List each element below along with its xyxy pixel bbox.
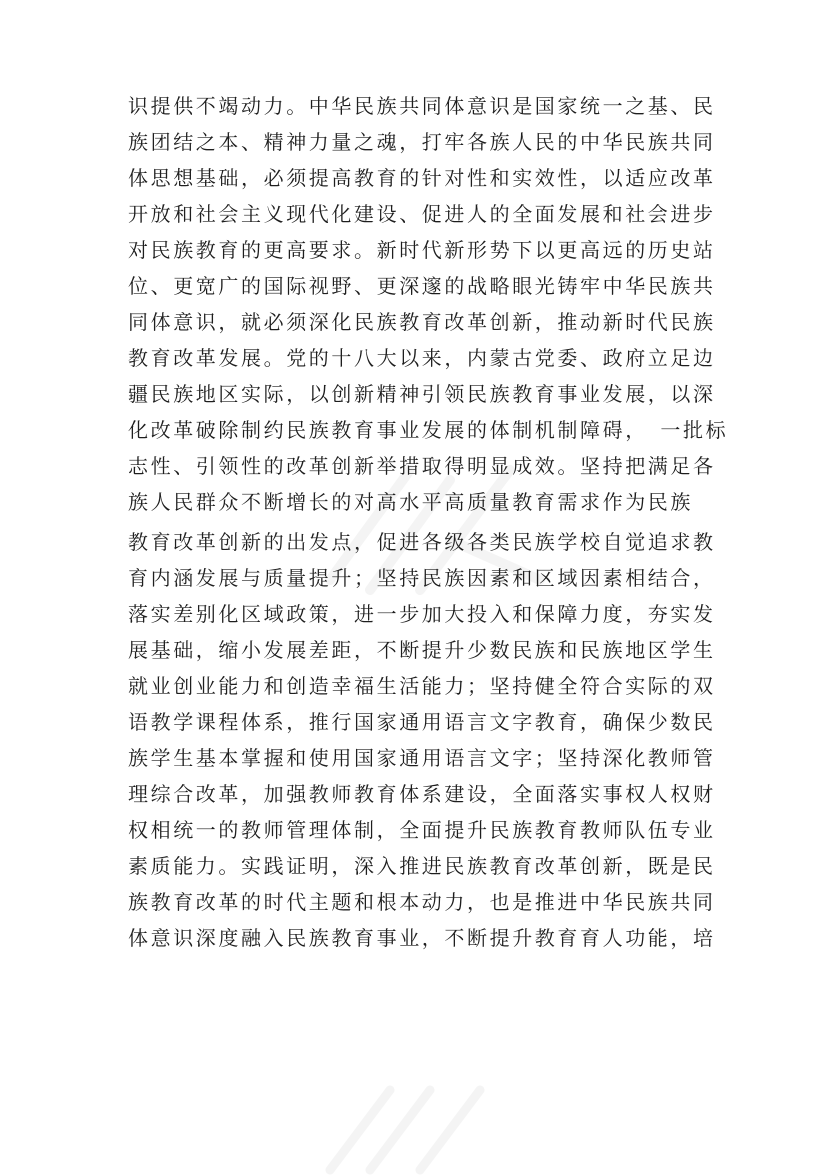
text-line: 族人民群众不断增长的对高水平高质量教育需求作为民族 bbox=[128, 490, 693, 514]
text-line: 教育改革创新的出发点，促进各级各类民族学校自觉追求教 bbox=[128, 530, 716, 554]
text-line: 识提供不竭动力。中华民族共同体意识是国家统一之基、民 bbox=[128, 94, 716, 118]
text-line: 族团结之本、精神力量之魂，打牢各族人民的中华民族共同 bbox=[128, 130, 716, 154]
text-line: 开放和社会主义现代化建设、促进人的全面发展和社会进步 bbox=[128, 202, 716, 226]
text-line: 育内涵发展与质量提升；坚持民族因素和区域因素相结合， bbox=[128, 566, 716, 590]
text-line: 体思想基础，必须提高教育的针对性和实效性，以适应改革 bbox=[128, 166, 716, 190]
text-line: 落实差别化区域政策，进一步加大投入和保障力度，夯实发 bbox=[128, 602, 716, 626]
text-line: 同体意识，就必须深化民族教育改革创新，推动新时代民族 bbox=[128, 310, 716, 334]
text-line: 教育改革发展。党的十八大以来，内蒙古党委、政府立足边 bbox=[128, 346, 716, 370]
text-line: 展基础，缩小发展差距，不断提升少数民族和民族地区学生 bbox=[128, 638, 716, 662]
text-line: 族教育改革的时代主题和根本动力，也是推进中华民族共同 bbox=[128, 890, 716, 914]
text-line: 族学生基本掌握和使用国家通用语言文字；坚持深化教师管 bbox=[128, 746, 716, 770]
text-line: 疆民族地区实际，以创新精神引领民族教育事业发展，以深 bbox=[128, 382, 716, 406]
text-line: 位、更宽广的国际视野、更深邃的战略眼光铸牢中华民族共 bbox=[128, 274, 716, 298]
text-line: 理综合改革，加强教师教育体系建设，全面落实事权人权财 bbox=[128, 782, 716, 806]
text-line: 对民族教育的更高要求。新时代新形势下以更高远的历史站 bbox=[128, 238, 716, 262]
text-line: 化改革破除制约民族教育事业发展的体制机制障碍， 一批标 bbox=[128, 418, 729, 442]
watermark-logo-bottom-icon bbox=[310, 1080, 510, 1175]
text-line: 权相统一的教师管理体制，全面提升民族教育教师队伍专业 bbox=[128, 818, 716, 842]
text-line: 体意识深度融入民族教育事业，不断提升教育育人功能，培 bbox=[128, 926, 716, 950]
text-line: 志性、引领性的改革创新举措取得明显成效。坚持把满足各 bbox=[128, 454, 716, 478]
text-line: 素质能力。实践证明，深入推进民族教育改革创新，既是民 bbox=[128, 854, 716, 878]
text-line: 语教学课程体系，推行国家通用语言文字教育，确保少数民 bbox=[128, 710, 716, 734]
body-text bbox=[128, 88, 729, 956]
text-line: 就业创业能力和创造幸福生活能力；坚持健全符合实际的双 bbox=[128, 674, 716, 698]
